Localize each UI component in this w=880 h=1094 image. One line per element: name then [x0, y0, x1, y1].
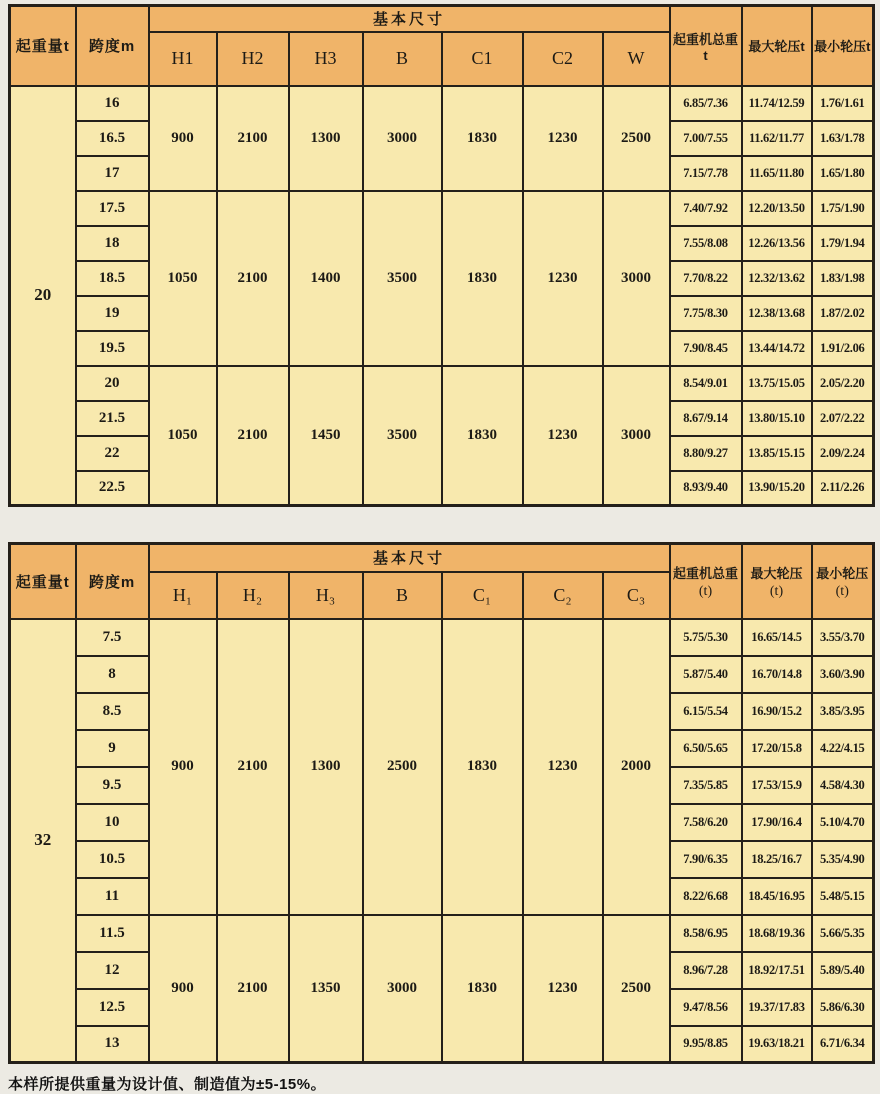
min-wheel-cell: 4.22/4.15	[812, 730, 874, 767]
max-wheel-cell: 11.74/12.59	[742, 86, 812, 121]
dim-cell-h2: 2100	[217, 191, 289, 366]
unit-label: (t)	[835, 583, 849, 599]
table-row	[10, 915, 874, 952]
dim-cell-h1: 900	[149, 86, 217, 191]
dim-cell-c1: 1830	[442, 86, 523, 191]
dim-cell-w: 2500	[603, 86, 670, 191]
max-wheel-cell: 12.26/13.56	[742, 226, 812, 261]
span-cell: 21.5	[76, 401, 149, 436]
span-cell: 22.5	[76, 471, 149, 506]
span-cell: 18.5	[76, 261, 149, 296]
crane-32t-spec-table	[8, 542, 875, 1064]
min-wheel-cell: 3.85/3.95	[812, 693, 874, 730]
max-wheel-cell: 12.32/13.62	[742, 261, 812, 296]
max-wheel-cell: 18.92/17.51	[742, 952, 812, 989]
min-wheel-cell: 1.63/1.78	[812, 121, 874, 156]
dim-cell-h3: 1350	[289, 915, 363, 1063]
dim-cell-h2: 2100	[217, 86, 289, 191]
max-wheel-cell: 18.45/16.95	[742, 878, 812, 915]
dim-header-b: B	[363, 32, 442, 86]
min-wheel-cell: 2.07/2.22	[812, 401, 874, 436]
total-weight-cell: 7.75/8.30	[670, 296, 742, 331]
total-weight-cell: 7.90/8.45	[670, 331, 742, 366]
dim-cell-h1: 1050	[149, 366, 217, 506]
min-wheel-cell: 1.76/1.61	[812, 86, 874, 121]
dim-cell-c1: 1830	[442, 915, 523, 1063]
dim-header-c1: C1	[442, 32, 523, 86]
span-cell: 9.5	[76, 767, 149, 804]
total-weight-cell: 7.15/7.78	[670, 156, 742, 191]
max-wheel-cell: 17.90/16.4	[742, 804, 812, 841]
max-wheel-cell: 11.65/11.80	[742, 156, 812, 191]
dim-header-h2: H2	[217, 32, 289, 86]
total-weight-cell: 7.40/7.92	[670, 191, 742, 226]
total-weight-cell: 8.96/7.28	[670, 952, 742, 989]
total-weight-cell: 5.87/5.40	[670, 656, 742, 693]
min-wheel-cell: 2.05/2.20	[812, 366, 874, 401]
dim-header-c2: C₂	[523, 572, 603, 619]
total-weight-cell: 7.35/5.85	[670, 767, 742, 804]
dim-cell-c2: 1230	[523, 915, 603, 1063]
span-cell: 7.5	[76, 619, 149, 656]
total-weight-cell: 8.93/9.40	[670, 471, 742, 506]
min-wheel-cell: 1.91/2.06	[812, 331, 874, 366]
total-weight-cell: 7.70/8.22	[670, 261, 742, 296]
max-wheel-cell: 13.44/14.72	[742, 331, 812, 366]
dim-cell-h3: 1300	[289, 619, 363, 915]
table-row	[10, 619, 874, 656]
min-wheel-cell: 2.09/2.24	[812, 436, 874, 471]
unit-label: (t)	[698, 583, 713, 599]
max-wheel-cell: 13.90/15.20	[742, 471, 812, 506]
total-weight-cell: 9.95/8.85	[670, 1026, 742, 1063]
span-cell: 10	[76, 804, 149, 841]
dim-cell-c2: 1230	[523, 86, 603, 191]
table-header-row	[10, 544, 874, 572]
total-weight-cell: 6.15/5.54	[670, 693, 742, 730]
min-wheel-load-header	[812, 544, 874, 619]
min-wheel-cell: 1.83/1.98	[812, 261, 874, 296]
max-wheel-cell: 16.90/15.2	[742, 693, 812, 730]
min-wheel-cell: 5.10/4.70	[812, 804, 874, 841]
dim-header-c1: C₁	[442, 572, 523, 619]
span-cell: 12.5	[76, 989, 149, 1026]
dim-cell-b: 3500	[363, 366, 442, 506]
crane-20t-spec-table	[8, 4, 875, 507]
total-weight-cell: 7.90/6.35	[670, 841, 742, 878]
dim-cell-h3: 1450	[289, 366, 363, 506]
max-wheel-cell: 11.62/11.77	[742, 121, 812, 156]
max-wheel-cell: 16.70/14.8	[742, 656, 812, 693]
dim-cell-c3: 2500	[603, 915, 670, 1063]
max-wheel-cell: 12.20/13.50	[742, 191, 812, 226]
total-weight-cell: 7.00/7.55	[670, 121, 742, 156]
dim-cell-w: 3000	[603, 366, 670, 506]
dim-cell-b: 3000	[363, 86, 442, 191]
dim-header-c2: C2	[523, 32, 603, 86]
max-wheel-cell: 18.25/16.7	[742, 841, 812, 878]
min-wheel-cell: 3.60/3.90	[812, 656, 874, 693]
span-cell: 10.5	[76, 841, 149, 878]
span-cell: 16.5	[76, 121, 149, 156]
max-wheel-cell: 19.63/18.21	[742, 1026, 812, 1063]
dim-cell-b: 3000	[363, 915, 442, 1063]
total-weight-cell: 6.85/7.36	[670, 86, 742, 121]
capacity-header: 起重量t	[10, 6, 76, 86]
footnote: 本样所提供重量为设计值、制造值为±5-15%。	[8, 1076, 327, 1093]
max-wheel-cell: 13.75/15.05	[742, 366, 812, 401]
min-wheel-cell: 6.71/6.34	[812, 1026, 874, 1063]
total-weight-cell: 8.80/9.27	[670, 436, 742, 471]
capacity-cell: 32	[10, 619, 76, 1063]
total-weight-cell: 7.58/6.20	[670, 804, 742, 841]
total-weight-cell: 8.67/9.14	[670, 401, 742, 436]
min-wheel-cell: 5.66/5.35	[812, 915, 874, 952]
table-row	[10, 191, 874, 226]
span-cell: 17	[76, 156, 149, 191]
span-header: 跨度m	[76, 6, 149, 86]
dim-header-w: W	[603, 32, 670, 86]
total-weight-cell: 9.47/8.56	[670, 989, 742, 1026]
span-cell: 20	[76, 366, 149, 401]
total-weight-cell: 8.58/6.95	[670, 915, 742, 952]
dim-header-h1: H₁	[149, 572, 217, 619]
dim-cell-h1: 900	[149, 619, 217, 915]
span-cell: 16	[76, 86, 149, 121]
min-wheel-cell: 5.35/4.90	[812, 841, 874, 878]
max-wheel-cell: 18.68/19.36	[742, 915, 812, 952]
min-wheel-cell: 1.65/1.80	[812, 156, 874, 191]
span-cell: 17.5	[76, 191, 149, 226]
dim-header-h3: H3	[289, 32, 363, 86]
min-wheel-cell: 5.86/6.30	[812, 989, 874, 1026]
min-wheel-load-header: 最小轮压t	[812, 6, 874, 86]
dim-header-h2: H₂	[217, 572, 289, 619]
dim-header-h3: H₃	[289, 572, 363, 619]
dim-cell-b: 3500	[363, 191, 442, 366]
total-weight-header	[670, 544, 742, 619]
dim-cell-h2: 2100	[217, 915, 289, 1063]
max-wheel-cell: 13.80/15.10	[742, 401, 812, 436]
total-weight-cell: 8.22/6.68	[670, 878, 742, 915]
min-wheel-cell: 1.75/1.90	[812, 191, 874, 226]
dim-cell-c1: 1830	[442, 191, 523, 366]
dim-cell-c1: 1830	[442, 619, 523, 915]
dim-cell-c2: 1230	[523, 191, 603, 366]
total-weight-cell: 7.55/8.08	[670, 226, 742, 261]
span-cell: 8.5	[76, 693, 149, 730]
span-cell: 12	[76, 952, 149, 989]
basic-dimensions-header: 基本尺寸	[149, 544, 670, 572]
span-cell: 13	[76, 1026, 149, 1063]
min-wheel-cell: 3.55/3.70	[812, 619, 874, 656]
dim-cell-h1: 900	[149, 915, 217, 1063]
dim-cell-h2: 2100	[217, 619, 289, 915]
span-cell: 9	[76, 730, 149, 767]
table-row	[10, 366, 874, 401]
span-cell: 11	[76, 878, 149, 915]
total-weight-cell: 5.75/5.30	[670, 619, 742, 656]
max-wheel-cell: 17.20/15.8	[742, 730, 812, 767]
total-weight-cell: 6.50/5.65	[670, 730, 742, 767]
table-header-row	[10, 6, 874, 32]
total-weight-cell: 8.54/9.01	[670, 366, 742, 401]
max-wheel-cell: 19.37/17.83	[742, 989, 812, 1026]
dim-cell-h3: 1300	[289, 86, 363, 191]
basic-dimensions-header: 基本尺寸	[149, 6, 670, 32]
dim-header-h1: H1	[149, 32, 217, 86]
span-header: 跨度m	[76, 544, 149, 619]
total-weight-header: 起重机总重t	[670, 6, 742, 86]
max-wheel-label: 最大轮压	[750, 565, 803, 581]
dim-cell-c3: 2000	[603, 619, 670, 915]
capacity-cell: 20	[10, 86, 76, 506]
dim-cell-w: 3000	[603, 191, 670, 366]
unit-label: (t)	[769, 583, 784, 599]
dim-cell-b: 2500	[363, 619, 442, 915]
min-wheel-cell: 4.58/4.30	[812, 767, 874, 804]
dim-header-b: B	[363, 572, 442, 619]
dim-cell-h2: 2100	[217, 366, 289, 506]
total-weight-label: 起重机总重	[672, 565, 738, 581]
min-wheel-cell: 5.48/5.15	[812, 878, 874, 915]
max-wheel-cell: 12.38/13.68	[742, 296, 812, 331]
span-cell: 22	[76, 436, 149, 471]
span-cell: 11.5	[76, 915, 149, 952]
span-cell: 19.5	[76, 331, 149, 366]
min-wheel-cell: 2.11/2.26	[812, 471, 874, 506]
span-cell: 19	[76, 296, 149, 331]
dim-cell-c1: 1830	[442, 366, 523, 506]
min-wheel-cell: 1.87/2.02	[812, 296, 874, 331]
span-cell: 8	[76, 656, 149, 693]
dim-cell-h1: 1050	[149, 191, 217, 366]
dim-cell-c2: 1230	[523, 619, 603, 915]
max-wheel-cell: 13.85/15.15	[742, 436, 812, 471]
min-wheel-label: 最小轮压	[816, 565, 869, 581]
capacity-header: 起重量t	[10, 544, 76, 619]
dim-cell-h3: 1400	[289, 191, 363, 366]
max-wheel-cell: 16.65/14.5	[742, 619, 812, 656]
dim-header-c3: C₃	[603, 572, 670, 619]
max-wheel-cell: 17.53/15.9	[742, 767, 812, 804]
min-wheel-cell: 5.89/5.40	[812, 952, 874, 989]
max-wheel-load-header: 最大轮压t	[742, 6, 812, 86]
table-row	[10, 86, 874, 121]
dim-cell-c2: 1230	[523, 366, 603, 506]
span-cell: 18	[76, 226, 149, 261]
min-wheel-cell: 1.79/1.94	[812, 226, 874, 261]
max-wheel-load-header	[742, 544, 812, 619]
